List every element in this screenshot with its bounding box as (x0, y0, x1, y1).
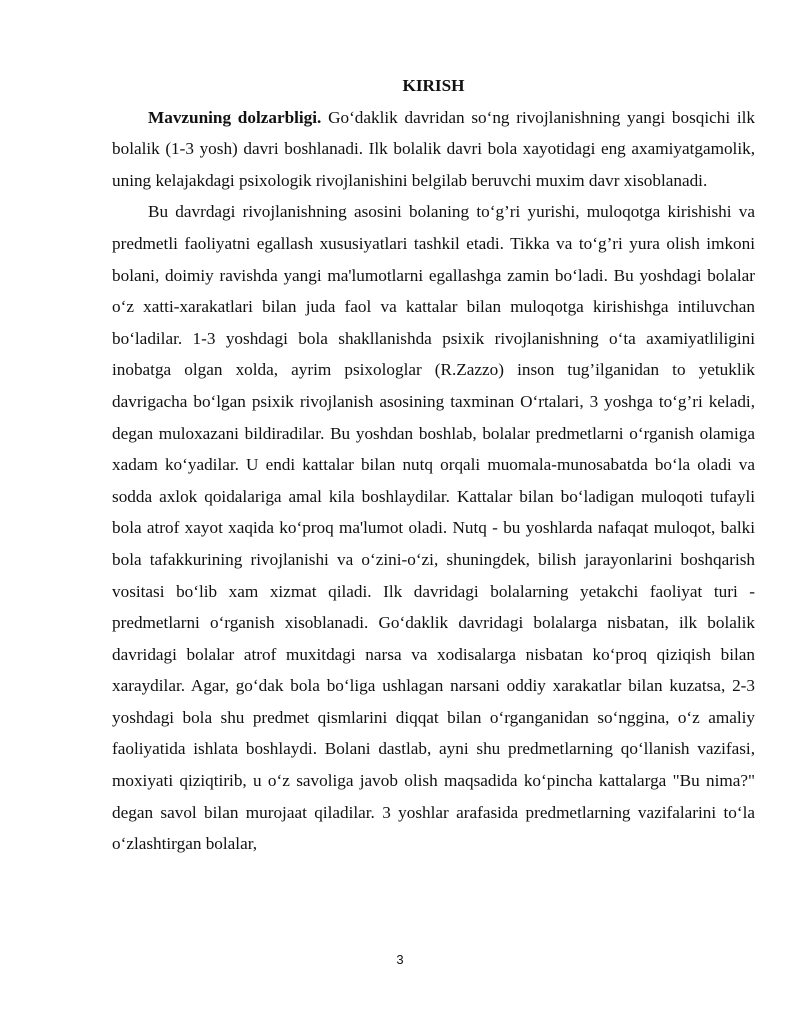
document-page (112, 70, 755, 860)
paragraph-lead: Mavzuning dolzarbligi. (148, 107, 322, 127)
paragraph-text: Go‘daklik davridan so‘ng rivojlanishning yangi bosqichi ilk bolalik (1-3 yosh) davri boshlanadi. Ilk bolalik davri bola xayotidagi eng axamiyatgamolik, uning kelajakdagi psixologik rivojlanishini belgilab beruvchi muxim davr xisoblanadi. (112, 107, 755, 190)
page-number: 3 (396, 952, 404, 967)
section-heading: KIRISH (402, 76, 465, 95)
paragraph-relevance (112, 102, 755, 197)
paragraph-body: Bu davrdagi rivojlanishning asosini bolaning to‘g’ri yurishi, muloqotga kirishishi va predmetli faoliyatni egallash xususiyatlari tashkil etadi. Tikka va to‘g’ri yura olish imkoni bolani, doimiy ravishda yangi ma'lumotlarni egallashga zamin bo‘ladi. Bu yoshdagi bolalar o‘z xatti-xarakatlari bilan juda faol va kattalar bilan muloqotga kirishishga intiluvchan bo‘ladilar. 1-3 yoshdagi bola shakllanishda psixik rivojlanishning o‘ta axamiyatliligini inobatga olgan xolda, ayrim psixologlar (R.Zazzo) inson tug’ilganidan to yetuklik davrigacha bo‘lgan psixik rivojlanish asosining taxminan O‘rtalari, 3 yoshga to‘g’ri keladi, degan muloxazani bildiradilar. Bu yoshdan boshlab, bolalar predmetlarni o‘rganish olamiga xadam ko‘yadilar. U endi kattalar bilan nutq orqali muomala-munosabatda bo‘la oladi va sodda axlok qoidalariga amal kila boshlaydilar. Kattalar bilan bo‘ladigan muloqoti tufayli bola atrof xayot xaqida ko‘proq ma'lumot oladi. Nutq - bu yoshlarda nafaqat muloqot, balki bola tafakkurining rivojlanishi va o‘zini-o‘zi, shuningdek, bilish jarayonlarini boshqarish vositasi bo‘lib xam xizmat qiladi. Ilk davridagi bolalarning yetakchi faoliyat turi - predmetlarni o‘rganish xisoblanadi. Go‘daklik davridagi bolalarga nisbatan, ilk bolalik davridagi bolalar atrof muxitdagi narsa va xodisalarga nisbatan ko‘proq qiziqish bilan xaraydilar. Agar, go‘dak bola bo‘liga ushlagan narsani oddiy xarakatlar bilan kuzatsa, 2-3 yoshdagi bola shu predmet qismlarini diqqat bilan o‘rganganidan so‘nggina, o‘z amaliy faoliyatida ishlata boshlaydi. Bolani dastlab, ayni shu predmetlarning qo‘llanish vazifasi, moxiyati qiziqtirib, u o‘z savoliga javob olish maqsadida ko‘pincha kattalarga "Bu nima?" degan savol bilan murojaat qiladilar. 3 yoshlar arafasida predmetlarning vazifalarini to‘la o‘zlashtirgan bolalar, (112, 202, 755, 854)
